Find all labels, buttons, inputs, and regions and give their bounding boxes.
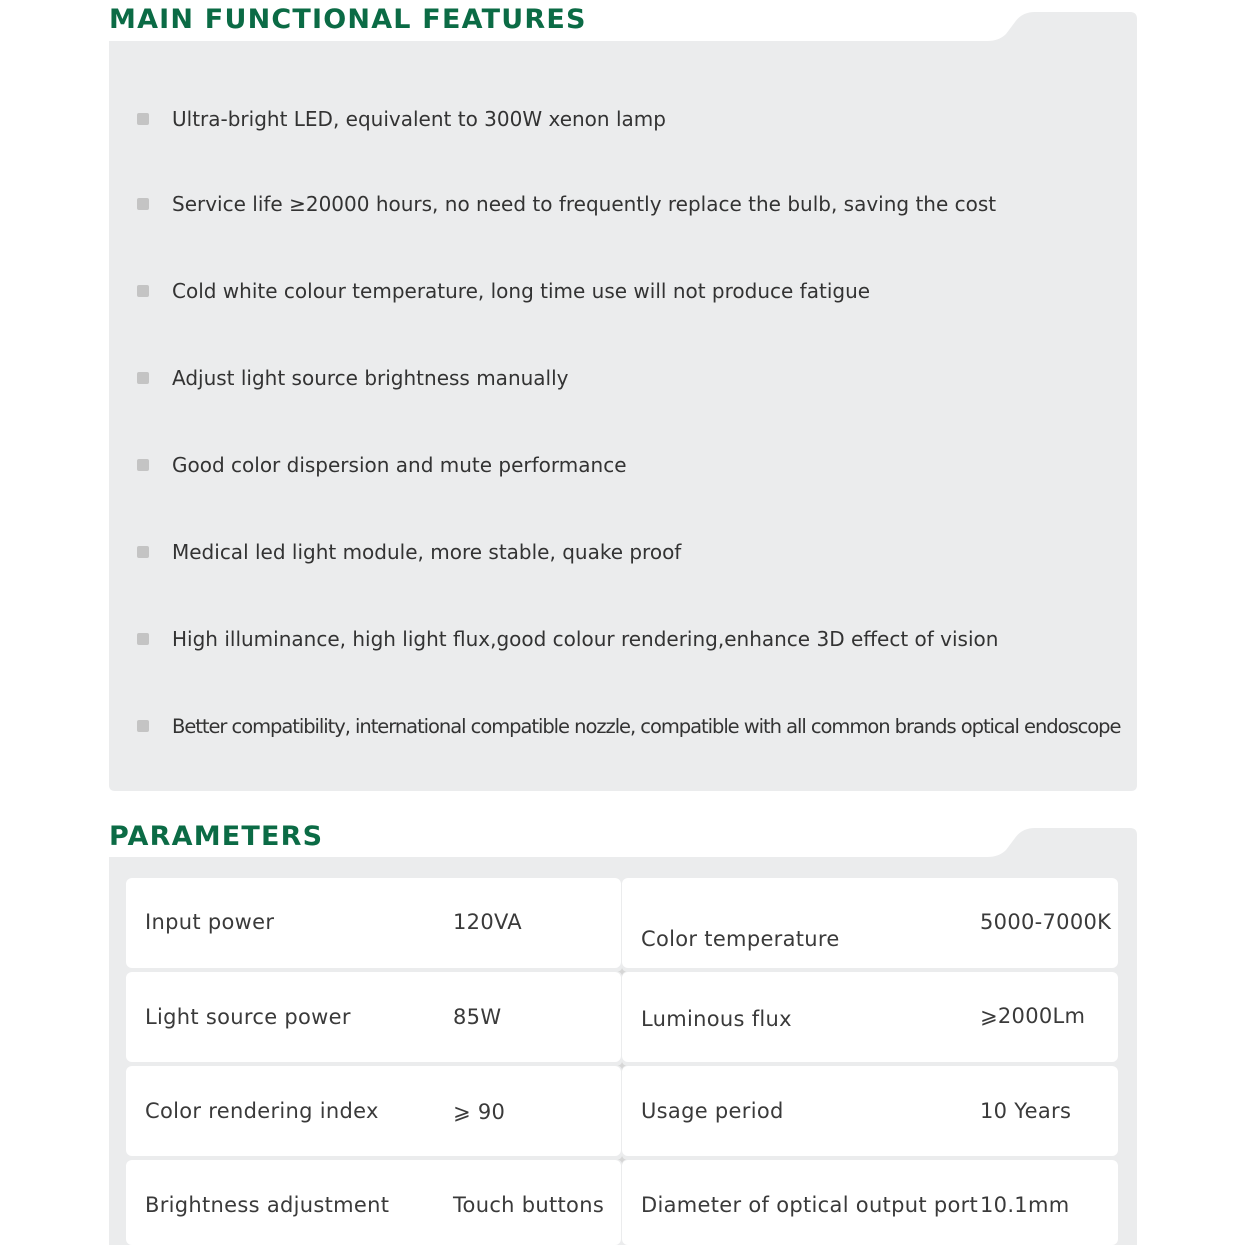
square-bullet-icon (137, 372, 149, 384)
parameter-value: 5000-7000K (980, 910, 1112, 934)
feature-text: Medical led light module, more stable, quake proof (172, 540, 682, 564)
parameters-title: PARAMETERS (109, 821, 324, 852)
parameter-cell (126, 1160, 621, 1245)
parameter-label: Color rendering index (145, 1099, 379, 1123)
feature-text: Good color dispersion and mute performance (172, 453, 627, 477)
parameter-label: Brightness adjustment (145, 1193, 390, 1217)
parameter-value: 10 Years (980, 1099, 1072, 1123)
divider-star-icon: ✦ (617, 1059, 628, 1073)
parameter-value: ⩾2000Lm (980, 1004, 1086, 1028)
feature-text: Adjust light source brightness manually (172, 366, 569, 390)
feature-item (137, 624, 998, 654)
parameter-label: Light source power (145, 1005, 351, 1029)
parameter-cell (126, 1066, 621, 1156)
parameter-value: 120VA (453, 910, 522, 934)
feature-item (137, 450, 627, 480)
square-bullet-icon (137, 720, 149, 732)
parameter-label: Luminous flux (641, 1007, 792, 1031)
parameter-label: Color temperature (641, 927, 840, 951)
parameter-cell (622, 972, 1118, 1062)
feature-text: High illuminance, high light flux,good colour rendering,enhance 3D effect of vision (172, 627, 999, 651)
feature-item (137, 276, 870, 306)
features-title: MAIN FUNCTIONAL FEATURES (109, 4, 587, 35)
square-bullet-icon (137, 285, 149, 297)
feature-text: Better compatibility, international compatible nozzle, compatible with all common brands optical endoscope (172, 714, 1121, 738)
parameter-cell (622, 1160, 1118, 1245)
parameter-label: Input power (145, 910, 275, 934)
parameter-value: 85W (453, 1005, 502, 1029)
parameter-value: Touch buttons (453, 1193, 605, 1217)
parameter-cell (622, 1066, 1118, 1156)
parameters-panel (109, 828, 1137, 1245)
square-bullet-icon (137, 633, 149, 645)
parameter-value: ⩾ 90 (453, 1100, 506, 1124)
feature-item (137, 104, 666, 134)
parameter-cell (622, 878, 1118, 968)
feature-text: Service life ≥20000 hours, no need to frequently replace the bulb, saving the cost (172, 192, 997, 216)
feature-item (137, 537, 681, 567)
feature-item (137, 711, 1120, 741)
parameter-label: Diameter of optical output port (641, 1193, 979, 1217)
square-bullet-icon (137, 546, 149, 558)
divider-star-icon: ✦ (617, 1153, 628, 1167)
square-bullet-icon (137, 459, 149, 471)
features-panel (109, 12, 1137, 791)
square-bullet-icon (137, 198, 149, 210)
parameter-cell (126, 972, 621, 1062)
feature-item (137, 363, 569, 393)
parameter-cell (126, 878, 621, 968)
feature-item (137, 189, 996, 219)
divider-star-icon: ✦ (617, 965, 628, 979)
parameter-value: 10.1mm (980, 1193, 1070, 1217)
parameter-label: Usage period (641, 1099, 784, 1123)
feature-text: Cold white colour temperature, long time use will not produce fatigue (172, 279, 871, 303)
feature-text: Ultra-bright LED, equivalent to 300W xenon lamp (172, 107, 666, 131)
square-bullet-icon (137, 113, 149, 125)
